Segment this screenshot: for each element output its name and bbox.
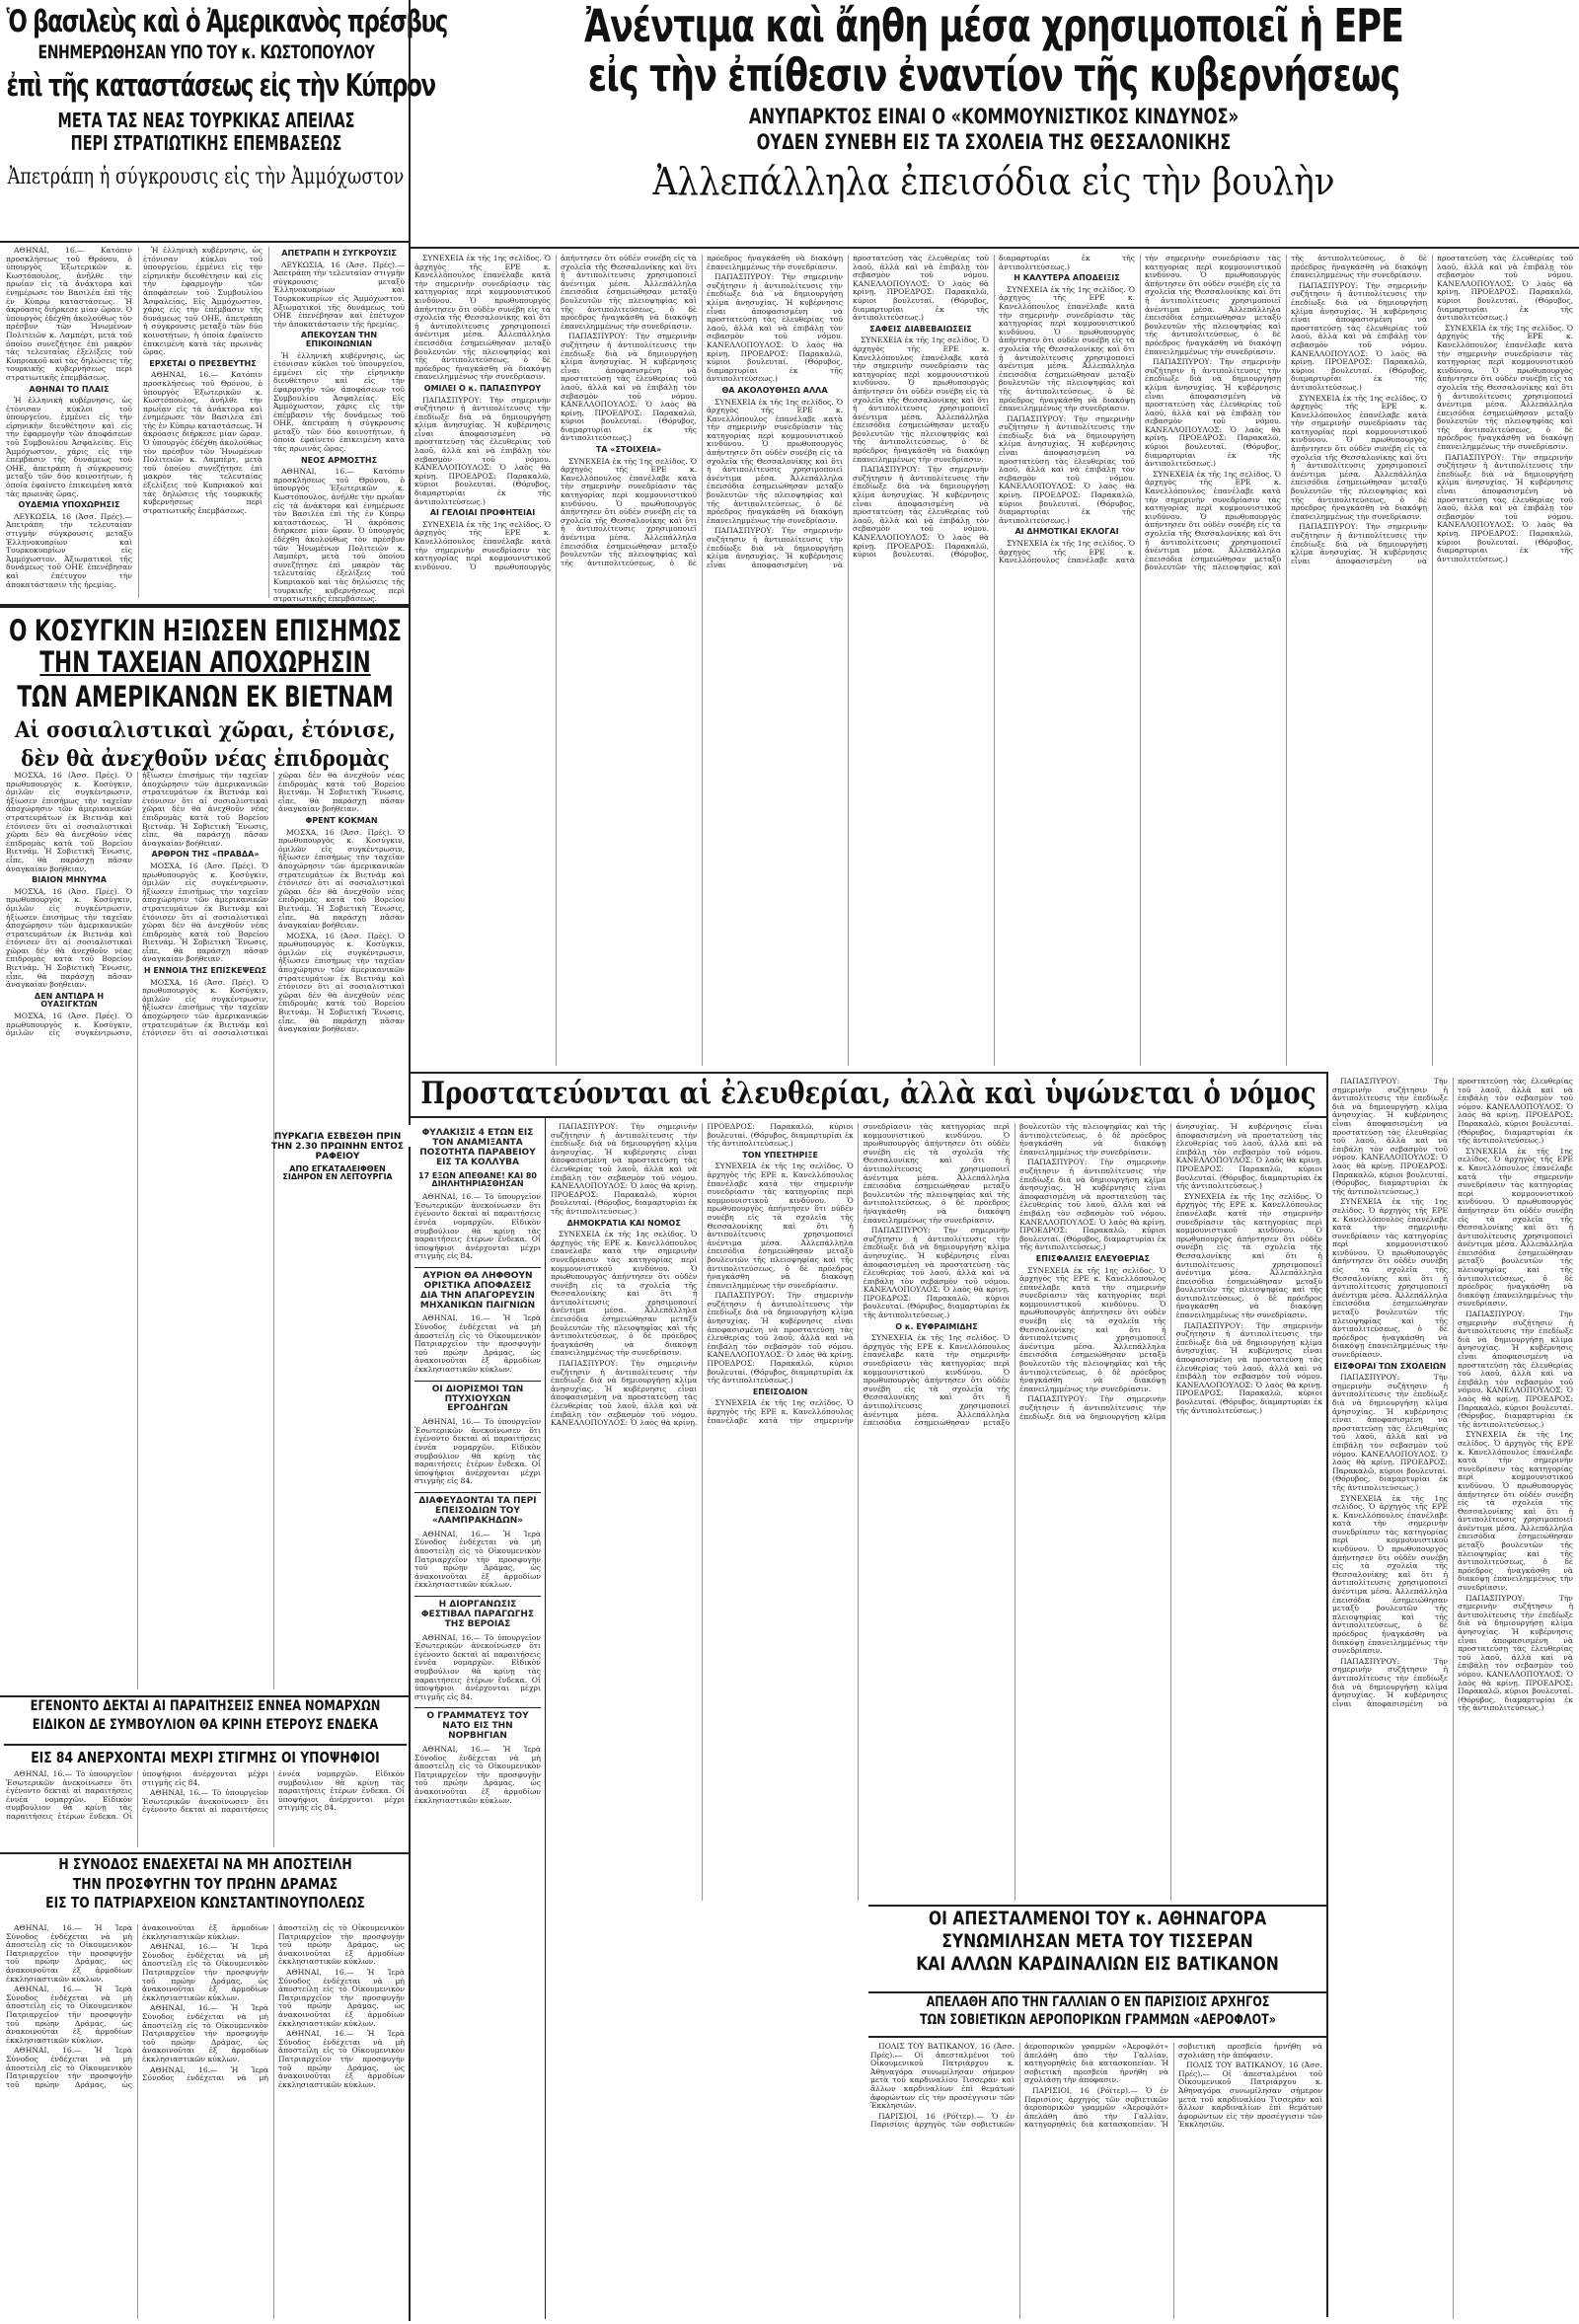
headline-americans-vietnam: ΤΩΝ ΑΜΕΡΙΚΑΝΩΝ ΕΚ ΒΙΕΤΝΑΜ: [17, 679, 394, 713]
law-para1: ΠΑΠΑΣΠΥΡΟΥ: Τὴν σημερινὴν συζήτησιν ἡ ἀντιπολίτευσις τὴν ἐπεδίωξε διὰ νὰ δημιουργήσῃ κλίμα ἀνησυχίας. Ἡ κυβέρνησις εἶναι ἀποφασισμένη νὰ προστατεύσῃ τὰς ἐλευθερίας τοῦ λαοῦ, ἀλλὰ καὶ νὰ ἐπιβάλῃ τὸν σεβασμὸν τοῦ νόμου. ΚΑΝΕΛΛΟΠΟΥΛΟΣ: Ὁ λαὸς θὰ κρίνῃ. ΠΡΟΕΔΡΟΣ: Παρακαλῶ, κύριοι βουλευταί. (Θόρυβος, διαμαρτυρίαι ἐκ τῆς ἀντιπολιτεύσεως.): [551, 1122, 698, 1216]
cyprus-article-para2: Ἡ ἑλληνικὴ κυβέρνησις, ὡς ἐτόνισαν κύκλοι τοῦ ὑπουργείου, ἐμμένει εἰς τὴν εἰρηνικὴν διευθέτησιν καὶ εἰς τὴν ἐφαρμογὴν τῶν ἀποφάσεων τοῦ Συμβουλίου Ἀσφαλείας. Εἰς Ἀμμόχωστον, χάρις εἰς τὴν ἐπέμβασιν τῆς δυνάμεως τοῦ ΟΗΕ, ἀπετράπη ἡ σύγκρουσις μεταξὺ τῶν δύο κοινοτήτων, ἡ ὁποία ἐφαίνετο ἐπικειμένη κατὰ τὰς πρωινὰς ὥρας.: [6, 396, 132, 498]
right-lower-column: [1332, 1078, 1573, 2319]
headline-athenagoras-envoys: ΟΙ ΑΠΕΣΤΑΛΜΕΝΟΙ ΤΟΥ κ. ΑΘΗΝΑΓΟΡΑ: [928, 1908, 1267, 1929]
synod-article: [6, 1924, 405, 2319]
right-para5: ΠΑΠΑΣΠΥΡΟΥ: Τὴν σημερινὴν συζήτησιν ἡ ἀντιπολίτευσις τὴν ἐπεδίωξε διὰ νὰ δημιουργήσῃ κλίμα ἀνησυχίας. Ἡ κυβέρνησις εἶναι ἀποφασισμένη νὰ προστατεύσῃ τὰς ἐλευθερίας τοῦ λαοῦ, ἀλλὰ καὶ νὰ ἐπιβάλῃ τὸν σεβασμὸν τοῦ νόμου. ΚΑΝΕΛΛΟΠΟΥΛΟΣ: Ὁ λαὸς θὰ κρίνῃ. ΠΡΟΕΔΡΟΣ: Παρακαλῶ, κύριοι βουλευταί. (Θόρυβος, διαμαρτυρίαι ἐκ τῆς ἀντιπολιτεύσεως.): [1332, 1077, 1573, 1708]
parliament-para13: ΣΥΝΕΧΕΙΑ ἐκ τῆς 1ης σελίδος. Ὁ ἀρχηγὸς τῆς ΕΡΕ κ. Κανελλόπουλος ἐπανέλαβε κατὰ τὴν σημερινὴν συνεδρίασιν τὰς κατηγορίας περὶ κομμουνιστικοῦ κινδύνου. Ὁ πρωθυπουργὸς ἀπήντησεν ὅτι οὐδὲν συνέβη εἰς τὰ σχολεῖα τῆς Θεσσαλονίκης καὶ ὅτι ἡ ἀντιπολίτευσις χρησιμοποιεῖ ἀνέντιμα μέσα. Ἀλλεπάλληλα ἐπεισόδια ἐσημειώθησαν μεταξὺ βουλευτῶν τῆς πλειοψηφίας καὶ τῆς ἀντιπολιτεύσεως, ὁ δὲ πρόεδρος ἠναγκάσθη νὰ διακόψῃ ἐπανειλημμένως τὴν συνεδρίασιν.: [999, 254, 1281, 565]
subhead-communication: ΑΠΕΚΟΥΣΑΝ ΤΗΝ ΕΠΙΚΟΙΝΩΝΙΑΝ: [300, 331, 378, 348]
law-para7: ΠΑΠΑΣΠΥΡΟΥ: Τὴν σημερινὴν συζήτησιν ἡ ἀντιπολίτευσις τὴν ἐπεδίωξε διὰ νὰ δημιουργήσῃ κλίμα ἀνησυχίας. Ἡ κυβέρνησις εἶναι ἀποφασισμένη νὰ προστατεύσῃ τὰς ἐλευθερίας τοῦ λαοῦ, ἀλλὰ καὶ νὰ ἐπιβάλῃ τὸν σεβασμὸν τοῦ νόμου. ΚΑΝΕΛΛΟΠΟΥΛΟΣ: Ὁ λαὸς θὰ κρίνῃ. ΠΡΟΕΔΡΟΣ: Παρακαλῶ, κύριοι βουλευταί. (Θόρυβος, διαμαρτυρίαι ἐκ τῆς ἀντιπολιτεύσεως.): [863, 1226, 1011, 1320]
parliament-para17: ΣΥΝΕΧΕΙΑ ἐκ τῆς 1ης σελίδος. Ὁ ἀρχηγὸς τῆς ΕΡΕ κ. Κανελλόπουλος ἐπανέλαβε κατὰ τὴν σημερινὴν συνεδρίασιν τὰς κατηγορίας περὶ κομμουνιστικοῦ κινδύνου. Ὁ πρωθυπουργὸς ἀπήντησεν ὅτι οὐδὲν συνέβη εἰς τὰ σχολεῖα τῆς Θεσσαλονίκης καὶ ὅτι ἡ ἀντιπολίτευσις χρησιμοποιεῖ ἀνέντιμα μέσα. Ἀλλεπάλληλα ἐπεισόδια ἐσημειώθησαν μεταξὺ βουλευτῶν τῆς πλειοψηφίας καὶ τῆς ἀντιπολιτεύσεως, ὁ δὲ πρόεδρος ἠναγκάσθη νὰ διακόψῃ ἐπανειλημμένως τὴν συνεδρίασιν.: [1291, 393, 1427, 521]
synod-headline-block: [4, 1856, 407, 1915]
rule-above-aeroflot: [868, 1991, 1326, 1993]
law-para3: ΠΑΠΑΣΠΥΡΟΥ: Τὴν σημερινὴν συζήτησιν ἡ ἀντιπολίτευσις τὴν ἐπεδίωξε διὰ νὰ δημιουργήσῃ κλίμα ἀνησυχίας. Ἡ κυβέρνησις εἶναι ἀποφασισμένη νὰ προστατεύσῃ τὰς ἐλευθερίας τοῦ λαοῦ, ἀλλὰ καὶ νὰ ἐπιβάλῃ τὸν σεβασμὸν τοῦ νόμου. ΚΑΝΕΛΛΟΠΟΥΛΟΣ: Ὁ λαὸς θὰ κρίνῃ. ΠΡΟΕΔΡΟΣ: Παρακαλῶ, κύριοι βουλευταί. (Θόρυβος, διαμαρτυρίαι ἐκ τῆς ἀντιπολιτεύσεως.): [551, 1122, 854, 1428]
headline-aeroflot-expelled: ΑΠΕΛΑΘΗ ΑΠΟ ΤΗΝ ΓΑΛΛΙΑΝ Ο ΕΝ ΠΑΡΙΣΙΟΙΣ ΑΡΧΗΓΟΣ: [926, 1994, 1270, 2010]
nato-para: ΑΘΗΝΑΙ, 16.— Ἡ Ἱερὰ Σύνοδος ἐνδέχεται νὰ μὴ ἀποστείλῃ εἰς τὸ Οἰκουμενικὸν Πατριαρχεῖον τὴν προσφυγὴν τοῦ πρώην Δράμας, ὡς ἀνακοινοῦται ἐξ ἁρμοδίων ἐκκλησιαστικῶν κύκλων.: [414, 1744, 541, 1805]
headline-famagusta: Ἀπετράπη ἡ σύγκρουσις εἰς τὴν Ἀμμόχωστον: [7, 165, 405, 190]
parliament-para16: ΠΑΠΑΣΠΥΡΟΥ: Τὴν σημερινὴν συζήτησιν ἡ ἀντιπολίτευσις τὴν ἐπεδίωξε διὰ νὰ δημιουργήσῃ κλίμα ἀνησυχίας. Ἡ κυβέρνησις εἶναι ἀποφασισμένη νὰ προστατεύσῃ τὰς ἐλευθερίας τοῦ λαοῦ, ἀλλὰ καὶ νὰ ἐπιβάλῃ τὸν σεβασμὸν τοῦ νόμου. ΚΑΝΕΛΛΟΠΟΥΛΟΣ: Ὁ λαὸς θὰ κρίνῃ. ΠΡΟΕΔΡΟΣ: Παρακαλῶ, κύριοι βουλευταί. (Θόρυβος, διαμαρτυρίαι ἐκ τῆς ἀντιπολιτεύσεως.): [1291, 280, 1427, 392]
parliament-para19: ΣΥΝΕΧΕΙΑ ἐκ τῆς 1ης σελίδος. Ὁ ἀρχηγὸς τῆς ΕΡΕ κ. Κανελλόπουλος ἐπανέλαβε κατὰ τὴν σημερινὴν συνεδρίασιν τὰς κατηγορίας περὶ κομμουνιστικοῦ κινδύνου. Ὁ πρωθυπουργὸς ἀπήντησεν ὅτι οὐδὲν συνέβη εἰς τὰ σχολεῖα τῆς Θεσσαλονίκης καὶ ὅτι ἡ ἀντιπολίτευσις χρησιμοποιεῖ ἀνέντιμα μέσα. Ἀλλεπάλληλα ἐπεισόδια ἐσημειώθησαν μεταξὺ βουλευτῶν τῆς πλειοψηφίας καὶ τῆς ἀντιπολιτεύσεως, ὁ δὲ πρόεδρος ἠναγκάσθη νὰ διακόψῃ ἐπανειλημμένως τὴν συνεδρίασιν.: [1437, 323, 1573, 452]
nomarchs-headline-block: [4, 1698, 407, 1766]
parliament-para7: ΣΥΝΕΧΕΙΑ ἐκ τῆς 1ης σελίδος. Ὁ ἀρχηγὸς τῆς ΕΡΕ κ. Κανελλόπουλος ἐπανέλαβε κατὰ τὴν σημερινὴν συνεδρίασιν τὰς κατηγορίας περὶ κομμουνιστικοῦ κινδύνου. Ὁ πρωθυπουργὸς ἀπήντησεν ὅτι οὐδὲν συνέβη εἰς τὰ σχολεῖα τῆς Θεσσαλονίκης καὶ ὅτι ἡ ἀντιπολίτευσις χρησιμοποιεῖ ἀνέντιμα μέσα. Ἀλλεπάλληλα ἐπεισόδια ἐσημειώθησαν μεταξὺ βουλευτῶν τῆς πλειοψηφίας καὶ τῆς ἀντιπολιτεύσεως, ὁ δὲ πρόεδρος ἠναγκάσθη νὰ διακόψῃ ἐπανειλημμένως τὴν συνεδρίασιν.: [707, 397, 843, 525]
kosygin-article: [6, 772, 405, 1689]
aeroflot-para1: ΠΑΡΙΣΙΟΙ, 16 (Ρόϊτερ).— Ὁ ἐν Παρισίοις ἀρχηγὸς τῶν σοβιετικῶν ἀεροπορικῶν γραμμῶν «Ἀεροφλότ» ἀπελάθη ἀπὸ τὴν Γαλλίαν, κατηγορηθεὶς διὰ κατασκοπείαν. Ἡ σοβιετικὴ πρεσβεία ἠρνήθη νὰ σχολιάσῃ τὴν ἀπόφασιν.: [870, 2042, 1168, 2130]
cyprus-article-para7: Ἡ ἑλληνικὴ κυβέρνησις, ὡς ἐτόνισαν κύκλοι τοῦ ὑπουργείου, ἐμμένει εἰς τὴν εἰρηνικὴν διευθέτησιν καὶ εἰς τὴν ἐφαρμογὴν τῶν ἀποφάσεων τοῦ Συμβουλίου Ἀσφαλείας. Εἰς Ἀμμόχωστον, χάρις εἰς τὴν ἐπέμβασιν τῆς δυνάμεως τοῦ ΟΗΕ, ἀπετράπη ἡ σύγκρουσις μεταξὺ τῶν δύο κοινοτήτων, ἡ ὁποία ἐφαίνετο ἐπικειμένη κατὰ τὰς πρωινὰς ὥρας.: [273, 350, 405, 454]
headline-attack-government: εἰς τὴν ἐπίθεσιν ἐναντίον τῆς κυβερνήσεως: [587, 48, 1400, 103]
headline-king-ambassador: Ὁ βασιλεὺς καὶ ὁ Ἀμερικανὸς πρέσβυς: [6, 4, 448, 39]
right-para1: ΠΑΠΑΣΠΥΡΟΥ: Τὴν σημερινὴν συζήτησιν ἡ ἀντιπολίτευσις τὴν ἐπεδίωξε διὰ νὰ δημιουργήσῃ κλίμα ἀνησυχίας. Ἡ κυβέρνησις εἶναι ἀποφασισμένη νὰ προστατεύσῃ τὰς ἐλευθερίας τοῦ λαοῦ, ἀλλὰ καὶ νὰ ἐπιβάλῃ τὸν σεβασμὸν τοῦ νόμου. ΚΑΝΕΛΛΟΠΟΥΛΟΣ: Ὁ λαὸς θὰ κρίνῃ. ΠΡΟΕΔΡΟΣ: Παρακαλῶ, κύριοι βουλευταί. (Θόρυβος, διαμαρτυρίαι ἐκ τῆς ἀντιπολιτεύσεως.): [1332, 1077, 1448, 1196]
headline-ere-methods: Ἀνέντιμα καὶ ἄηθη μέσα χρησιμοποιεῖ ἡ ΕΡΕ: [584, 0, 1403, 52]
law-article: [551, 1123, 1322, 1901]
cyprus-article-col3: [268, 247, 405, 604]
kosygin-para6: ΜΟΣΧΑ, 16 (Ἀσσ. Πρές). Ὁ πρωθυπουργὸς κ. Κοσύγκιν, ὁμιλῶν εἰς συγκέντρωσιν, ἠξίωσεν ἐπισήμως τὴν ταχεῖαν ἀποχώρησιν τῶν ἀμερικανικῶν στρατευμάτων ἐκ Βιετνάμ καὶ ἐτόνισεν ὅτι αἱ σοσιαλιστικαὶ χῶραι δὲν θὰ ἀνεχθοῦν νέας ἐπιδρομὰς κατὰ τοῦ Βορείου Βιετνάμ. Ἡ Σοβιετικὴ Ἕνωσις, εἶπε, θὰ παράσχῃ πᾶσαν ἀναγκαίαν βοήθειαν.: [278, 827, 405, 931]
headline-prison-sub: 17 ΕΞΩΝ ΑΠΕΘΑΝΕ! ΚΑΙ 80 ΔΙΗΛΗΤΗΡΙΑΣΘΗΣΑΝ: [418, 1170, 537, 1189]
rule-under-left-heads: [0, 241, 409, 243]
prison-para: ΑΘΗΝΑΙ, 16.— Τὸ ὑπουργεῖον Ἐσωτερικῶν ἀνεκοίνωσεν ὅτι ἐγένοντο δεκταὶ αἱ παραιτήσεις ἐννέα νομαρχῶν. Εἰδικὸν συμβούλιον θὰ κρίνῃ τὰς παραιτήσεις ἑτέρων ἕνδεκα. Οἱ ὑποψήφιοι ἀνέρχονται μέχρι στιγμῆς εἰς 84.: [414, 1192, 541, 1261]
headline-special-council: ΕΙΔΙΚΟΝ ΔΕ ΣΥΜΒΟΥΛΙΟΝ ΘΑ ΚΡΙΝΗ ΕΤΕΡΟΥΣ ΕΝΔΕΚΑ: [32, 1717, 379, 1734]
synod-para2: ΑΘΗΝΑΙ, 16.— Ἡ Ἱερὰ Σύνοδος ἐνδέχεται νὰ μὴ ἀποστείλῃ εἰς τὸ Οἰκουμενικὸν Πατριαρχεῖον τὴν προσφυγὴν τοῦ πρώην Δράμας, ὡς ἀνακοινοῦται ἐξ ἁρμοδίων ἐκκλησιαστικῶν κύκλων.: [6, 1985, 132, 2045]
subhead-fred-cockman: ΦΡΕΝΤ ΚΟΚΜΑΝ: [305, 815, 378, 825]
synod-para8: ΑΘΗΝΑΙ, 16.— Ἡ Ἱερὰ Σύνοδος ἐνδέχεται νὰ μὴ ἀποστείλῃ εἰς τὸ Οἰκουμενικὸν Πατριαρχεῖον τὴν προσφυγὴν τοῦ πρώην Δράμας, ὡς ἀνακοινοῦται ἐξ ἁρμοδίων ἐκκλησιαστικῶν κύκλων.: [278, 2029, 405, 2089]
cyprus-article-para8: ΑΘΗΝΑΙ, 16.— Κατόπιν προσκλήσεως τοῦ Θρόνου, ὁ ὑπουργὸς Ἐξωτερικῶν κ. Κωστόπουλος, ἀνῆλθε τὴν πρωΐαν εἰς τὰ ἀνάκτορα καὶ ἐνημέρωσε τὸν Βασιλέα ἐπὶ τῆς ἐν Κύπρῳ καταστάσεως. Ἡ ἀκρόασις διήρκεσε μίαν ὥραν. Ὁ ὑπουργὸς ἐδέχθη ἀκολούθως τὸν πρέσβυν τῶν Ἡνωμένων Πολιτειῶν κ. Λαμπέρτ, μετὰ τοῦ ὁποίου συνεζήτησε ἐπὶ μακρὸν τὰς τελευταίας ἐξελίξεις τοῦ Κυπριακοῦ καὶ τὰς δηλώσεις τῆς τουρκικῆς κυβερνήσεως περὶ στρατιωτικῆς ἐπεμβάσεως.: [273, 467, 405, 604]
law-para6: ΣΥΝΕΧΕΙΑ ἐκ τῆς 1ης σελίδος. Ὁ ἀρχηγὸς τῆς ΕΡΕ κ. Κανελλόπουλος ἐπανέλαβε κατὰ τὴν σημερινὴν συνεδρίασιν τὰς κατηγορίας περὶ κομμουνιστικοῦ κινδύνου. Ὁ πρωθυπουργὸς ἀπήντησεν ὅτι οὐδὲν συνέβη εἰς τὰ σχολεῖα τῆς Θεσσαλονίκης καὶ ὅτι ἡ ἀντιπολίτευσις χρησιμοποιεῖ ἀνέντιμα μέσα. Ἀλλεπάλληλα ἐπεισόδια ἐσημειώθησαν μεταξὺ βουλευτῶν τῆς πλειοψηφίας καὶ τῆς ἀντιπολιτεύσεως, ὁ δὲ πρόεδρος ἠναγκάσθη νὰ διακόψῃ ἐπανειλημμένως τὴν συνεδρίασιν.: [707, 1122, 1011, 1425]
subhead-efraimidis: Ο κ. ΕΥΦΡΑΙΜΙΔΗΣ: [895, 1321, 978, 1331]
kosygin-para3: ΜΟΣΧΑ, 16 (Ἀσσ. Πρές). Ὁ πρωθυπουργὸς κ. Κοσύγκιν, ὁμιλῶν εἰς συγκέντρωσιν, ἠξίωσεν ἐπισήμως τὴν ταχεῖαν ἀποχώρησιν τῶν ἀμερικανικῶν στρατευμάτων ἐκ Βιετνάμ καὶ ἐτόνισεν ὅτι αἱ σοσιαλιστικαὶ χῶραι δὲν θὰ ἀνεχθοῦν νέας ἐπιδρομὰς κατὰ τοῦ Βορείου Βιετνάμ. Ἡ Σοβιετικὴ Ἕνωσις, εἶπε, θὰ παράσχῃ πᾶσαν ἀναγκαίαν βοήθειαν.: [6, 771, 268, 1038]
subhead-papaspyrou: ΟΜΙΛΕΙ Ο κ. ΠΑΠΑΣΠΥΡΟΥ: [423, 383, 542, 393]
right-para9: ΠΑΠΑΣΠΥΡΟΥ: Τὴν σημερινὴν συζήτησιν ἡ ἀντιπολίτευσις τὴν ἐπεδίωξε διὰ νὰ δημιουργήσῃ κλίμα ἀνησυχίας. Ἡ κυβέρνησις εἶναι ἀποφασισμένη νὰ προστατεύσῃ τὰς ἐλευθερίας τοῦ λαοῦ, ἀλλὰ καὶ νὰ ἐπιβάλῃ τὸν σεβασμὸν τοῦ νόμου. ΚΑΝΕΛΛΟΠΟΥΛΟΣ: Ὁ λαὸς θὰ κρίνῃ. ΠΡΟΕΔΡΟΣ: Παρακαλῶ, κύριοι βουλευταί. (Θόρυβος, διαμαρτυρίαι ἐκ τῆς ἀντιπολιτεύσεως.): [1458, 1593, 1573, 1713]
law-para8: ΣΥΝΕΧΕΙΑ ἐκ τῆς 1ης σελίδος. Ὁ ἀρχηγὸς τῆς ΕΡΕ κ. Κανελλόπουλος ἐπανέλαβε κατὰ τὴν σημερινὴν συνεδρίασιν τὰς κατηγορίας περὶ κομμουνιστικοῦ κινδύνου. Ὁ πρωθυπουργὸς ἀπήντησεν ὅτι οὐδὲν συνέβη εἰς τὰ σχολεῖα τῆς Θεσσαλονίκης καὶ ὅτι ἡ ἀντιπολίτευσις χρησιμοποιεῖ ἀνέντιμα μέσα. Ἀλλεπάλληλα ἐπεισόδια ἐσημειώθησαν μεταξὺ βουλευτῶν τῆς πλειοψηφίας καὶ τῆς ἀντιπολιτεύσεως, ὁ δὲ πρόεδρος ἠναγκάσθη νὰ διακόψῃ ἐπανειλημμένως τὴν συνεδρίασιν.: [863, 1122, 1166, 1428]
law-headline-block: [413, 1076, 1324, 1115]
rule-above-athenagoras: [868, 1905, 1326, 1907]
games-para: ΑΘΗΝΑΙ, 16.— Ἡ Ἱερὰ Σύνοδος ἐνδέχεται νὰ μὴ ἀποστείλῃ εἰς τὸ Οἰκουμενικὸν Πατριαρχεῖον τὴν προσφυγὴν τοῦ πρώην Δράμας, ὡς ἀνακοινοῦται ἐξ ἁρμοδίων ἐκκλησιαστικῶν κύκλων.: [414, 1313, 541, 1375]
parliament-para3: ΣΥΝΕΧΕΙΑ ἐκ τῆς 1ης σελίδος. Ὁ ἀρχηγὸς τῆς ΕΡΕ κ. Κανελλόπουλος ἐπανέλαβε κατὰ τὴν σημερινὴν συνεδρίασιν τὰς κατηγορίας περὶ κομμουνιστικοῦ κινδύνου. Ὁ πρωθυπουργὸς ἀπήντησεν ὅτι οὐδὲν συνέβη εἰς τὰ σχολεῖα τῆς Θεσσαλονίκης καὶ ὅτι ἡ ἀντιπολίτευσις χρησιμοποιεῖ ἀνέντιμα μέσα. Ἀλλεπάλληλα ἐπεισόδια ἐσημειώθησαν μεταξὺ βουλευτῶν τῆς πλειοψηφίας καὶ τῆς ἀντιπολιτεύσεως, ὁ δὲ πρόεδρος ἠναγκάσθη νὰ διακόψῃ ἐπανειλημμένως τὴν συνεδρίασιν.: [414, 254, 697, 571]
synod-para5: ΑΘΗΝΑΙ, 16.— Ἡ Ἱερὰ Σύνοδος ἐνδέχεται νὰ μὴ ἀποστείλῃ εἰς τὸ Οἰκουμενικὸν Πατριαρχεῖον τὴν προσφυγὴν τοῦ πρώην Δράμας, ὡς ἀνακοινοῦται ἐξ ἁρμοδίων ἐκκλησιαστικῶν κύκλων.: [142, 2003, 268, 2063]
rule-above-kosygin: [0, 604, 409, 608]
headline-84-candidates: ΕΙΣ 84 ΑΝΕΡΧΟΝΤΑΙ ΜΕΧΡΙ ΣΤΙΓΜΗΣ ΟΙ ΥΠΟΨΗΦΙΟΙ: [4, 1744, 407, 1766]
right-para8: ΣΥΝΕΧΕΙΑ ἐκ τῆς 1ης σελίδος. Ὁ ἀρχηγὸς τῆς ΕΡΕ κ. Κανελλόπουλος ἐπανέλαβε κατὰ τὴν σημερινὴν συνεδρίασιν τὰς κατηγορίας περὶ κομμουνιστικοῦ κινδύνου. Ὁ πρωθυπουργὸς ἀπήντησεν ὅτι οὐδὲν συνέβη εἰς τὰ σχολεῖα τῆς Θεσσαλονίκης καὶ ὅτι ἡ ἀντιπολίτευσις χρησιμοποιεῖ ἀνέντιμα μέσα. Ἀλλεπάλληλα ἐπεισόδια ἐσημειώθησαν μεταξὺ βουλευτῶν τῆς πλειοψηφίας καὶ τῆς ἀντιπολιτεύσεως, ὁ δὲ πρόεδρος ἠναγκάσθη νὰ διακόψῃ ἐπανειλημμένως τὴν συνεδρίασιν.: [1458, 1430, 1573, 1593]
subhead-clear-assurances: ΣΑΦΕΙΣ ΔΙΑΒΕΒΑΙΩΣΕΙΣ: [869, 324, 972, 334]
law-para9: ΠΑΠΑΣΠΥΡΟΥ: Τὴν σημερινὴν συζήτησιν ἡ ἀντιπολίτευσις τὴν ἐπεδίωξε διὰ νὰ δημιουργήσῃ κλίμα ἀνησυχίας. Ἡ κυβέρνησις εἶναι ἀποφασισμένη νὰ προστατεύσῃ τὰς ἐλευθερίας τοῦ λαοῦ, ἀλλὰ καὶ νὰ ἐπιβάλῃ τὸν σεβασμὸν τοῦ νόμου. ΚΑΝΕΛΛΟΠΟΥΛΟΣ: Ὁ λαὸς θὰ κρίνῃ. ΠΡΟΕΔΡΟΣ: Παρακαλῶ, κύριοι βουλευταί. (Θόρυβος, διαμαρτυρίαι ἐκ τῆς ἀντιπολιτεύσεως.): [1019, 1158, 1166, 1252]
subhead-new-commissioner: ΝΕΟΣ ΑΡΜΟΣΤΗΣ: [300, 455, 378, 465]
parliament-para4: ΠΑΠΑΣΠΥΡΟΥ: Τὴν σημερινὴν συζήτησιν ἡ ἀντιπολίτευσις τὴν ἐπεδίωξε διὰ νὰ δημιουργήσῃ κλίμα ἀνησυχίας. Ἡ κυβέρνησις εἶναι ἀποφασισμένη νὰ προστατεύσῃ τὰς ἐλευθερίας τοῦ λαοῦ, ἀλλὰ καὶ νὰ ἐπιβάλῃ τὸν σεβασμὸν τοῦ νόμου. ΚΑΝΕΛΛΟΠΟΥΛΟΣ: Ὁ λαὸς θὰ κρίνῃ. ΠΡΟΕΔΡΟΣ: Παρακαλῶ, κύριοι βουλευταί. (Θόρυβος, διαμαρτυρίαι ἐκ τῆς ἀντιπολιτεύσεως.): [561, 332, 697, 443]
law-para4: ΣΥΝΕΧΕΙΑ ἐκ τῆς 1ης σελίδος. Ὁ ἀρχηγὸς τῆς ΕΡΕ κ. Κανελλόπουλος ἐπανέλαβε κατὰ τὴν σημερινὴν συνεδρίασιν τὰς κατηγορίας περὶ κομμουνιστικοῦ κινδύνου. Ὁ πρωθυπουργὸς ἀπήντησεν ὅτι οὐδὲν συνέβη εἰς τὰ σχολεῖα τῆς Θεσσαλονίκης καὶ ὅτι ἡ ἀντιπολίτευσις χρησιμοποιεῖ ἀνέντιμα μέσα. Ἀλλεπάλληλα ἐπεισόδια ἐσημειώθησαν μεταξὺ βουλευτῶν τῆς πλειοψηφίας καὶ τῆς ἀντιπολιτεύσεως, ὁ δὲ πρόεδρος ἠναγκάσθη νὰ διακόψῃ ἐπανειλημμένως τὴν συνεδρίασιν.: [707, 1162, 854, 1290]
headline-military-intervention: ΠΕΡΙ ΣΤΡΑΤΙΩΤΙΚΗΣ ΕΠΕΜΒΑΣΕΩΣ: [70, 131, 342, 156]
cyprus-article-col1: [6, 247, 132, 598]
rule-above-nomarchs: [0, 1695, 409, 1697]
headline-prison-sentence: ΦΥΛΑΚΙΣΙΣ 4 ΕΤΩΝ ΕΙΣ ΤΟΝ ΑΝΑΜΙΞΑΝΤΑ ΠΟΣΟΤΗΤΑ ΠΑΡΑΒΕΙΟΥ ΕΙΣ ΤΑ ΚΟΛΛΥΒΑ: [419, 1128, 536, 1167]
fire-brief-headline: [268, 1133, 407, 1196]
lead-right-headline-block: [413, 0, 1575, 246]
festival-para: ΑΘΗΝΑΙ, 16.— Τὸ ὑπουργεῖον Ἐσωτερικῶν ἀνεκοίνωσεν ὅτι ἐγένοντο δεκταὶ αἱ παραιτήσεις ἐννέα νομαρχῶν. Εἰδικὸν συμβούλιον θὰ κρίνῃ τὰς παραιτήσεις ἑτέρων ἕνδεκα. Οἱ ὑποψήφιοι ἀνέρχονται μέχρι στιγμῆς εἰς 84.: [414, 1632, 541, 1701]
small-items-column: [414, 1125, 541, 2317]
column-rule-small-items: [545, 1117, 546, 2319]
subhead-supported: ΤΟΝ ΥΠΕΣΤΗΡΙΞΕ: [742, 1150, 818, 1160]
parliament-para18: ΠΑΠΑΣΠΥΡΟΥ: Τὴν σημερινὴν συζήτησιν ἡ ἀντιπολίτευσις τὴν ἐπεδίωξε διὰ νὰ δημιουργήσῃ κλίμα ἀνησυχίας. Ἡ κυβέρνησις εἶναι ἀποφασισμένη νὰ προστατεύσῃ τὰς ἐλευθερίας τοῦ λαοῦ, ἀλλὰ καὶ νὰ ἐπιβάλῃ τὸν σεβασμὸν τοῦ νόμου. ΚΑΝΕΛΛΟΠΟΥΛΟΣ: Ὁ λαὸς θὰ κρίνῃ. ΠΡΟΕΔΡΟΣ: Παρακαλῶ, κύριοι βουλευταί. (Θόρυβος, διαμαρτυρίαι ἐκ τῆς ἀντιπολιτεύσεως.): [1291, 254, 1573, 565]
cyprus-article-col2: [138, 247, 263, 598]
rule-under-right-heads: [409, 247, 1579, 249]
column-rule-right: [1326, 1072, 1328, 2317]
kosygin-para5: ΜΟΣΧΑ, 16 (Ἀσσ. Πρές). Ὁ πρωθυπουργὸς κ. Κοσύγκιν, ὁμιλῶν εἰς συγκέντρωσιν, ἠξίωσεν ἐπισήμως τὴν ταχεῖαν ἀποχώρησιν τῶν ἀμερικανικῶν στρατευμάτων ἐκ Βιετνάμ καὶ ἐτόνισεν ὅτι αἱ σοσιαλιστικαὶ χῶραι δὲν θὰ ἀνεχθοῦν νέας ἐπιδρομὰς κατὰ τοῦ Βορείου Βιετνάμ. Ἡ Σοβιετικὴ Ἕνωσις, εἶπε, θὰ παράσχῃ πᾶσαν ἀναγκαίαν βοήθειαν.: [142, 771, 405, 1038]
headline-socialist-countries: Αἱ σοσιαλιστικαὶ χῶραι, ἐτόνισε,: [15, 717, 396, 744]
subhead-visit-meaning: Η ΕΝΝΟΙΑ ΤΗΣ ΕΠΙΣΚΕΨΕΩΣ: [143, 966, 267, 976]
subhead-ambassador-comes: ΕΡΧΕΤΑΙ Ο ΠΡΕΣΒΕΥΤΗΣ: [149, 358, 257, 368]
parliament-para20: ΠΑΠΑΣΠΥΡΟΥ: Τὴν σημερινὴν συζήτησιν ἡ ἀντιπολίτευσις τὴν ἐπεδίωξε διὰ νὰ δημιουργήσῃ κλίμα ἀνησυχίας. Ἡ κυβέρνησις εἶναι ἀποφασισμένη νὰ προστατεύσῃ τὰς ἐλευθερίας τοῦ λαοῦ, ἀλλὰ καὶ νὰ ἐπιβάλῃ τὸν σεβασμὸν τοῦ νόμου. ΚΑΝΕΛΛΟΠΟΥΛΟΣ: Ὁ λαὸς θὰ κρίνῃ. ΠΡΟΕΔΡΟΣ: Παρακαλῶ, κύριοι βουλευταί. (Θόρυβος, διαμαρτυρίαι ἐκ τῆς ἀντιπολιτεύσεως.): [1437, 452, 1573, 563]
headline-turkish-threats: ΜΕΤΑ ΤΑΣ ΝΕΑΣ ΤΟΥΡΚΙΚΑΣ ΑΠΕΙΛΑΣ: [57, 109, 355, 133]
synod-para1: ΑΘΗΝΑΙ, 16.— Ἡ Ἱερὰ Σύνοδος ἐνδέχεται νὰ μὴ ἀποστείλῃ εἰς τὸ Οἰκουμενικὸν Πατριαρχεῖον τὴν προσφυγὴν τοῦ πρώην Δράμας, ὡς ἀνακοινοῦται ἐξ ἁρμοδίων ἐκκλησιαστικῶν κύκλων.: [6, 1923, 132, 1984]
parliament-para9: ΣΥΝΕΧΕΙΑ ἐκ τῆς 1ης σελίδος. Ὁ ἀρχηγὸς τῆς ΕΡΕ κ. Κανελλόπουλος ἐπανέλαβε κατὰ τὴν σημερινὴν συνεδρίασιν τὰς κατηγορίας περὶ κομμουνιστικοῦ κινδύνου. Ὁ πρωθυπουργὸς ἀπήντησεν ὅτι οὐδὲν συνέβη εἰς τὰ σχολεῖα τῆς Θεσσαλονίκης καὶ ὅτι ἡ ἀντιπολίτευσις χρησιμοποιεῖ ἀνέντιμα μέσα. Ἀλλεπάλληλα ἐπεισόδια ἐσημειώθησαν μεταξὺ βουλευτῶν τῆς πλειοψηφίας καὶ τῆς ἀντιπολιτεύσεως, ὁ δὲ πρόεδρος ἠναγκάσθη νὰ διακόψῃ ἐπανειλημμένως τὴν συνεδρίασιν.: [853, 336, 989, 464]
right-para6: ΣΥΝΕΧΕΙΑ ἐκ τῆς 1ης σελίδος. Ὁ ἀρχηγὸς τῆς ΕΡΕ κ. Κανελλόπουλος ἐπανέλαβε κατὰ τὴν σημερινὴν συνεδρίασιν τὰς κατηγορίας περὶ κομμουνιστικοῦ κινδύνου. Ὁ πρωθυπουργὸς ἀπήντησεν ὅτι οὐδὲν συνέβη εἰς τὰ σχολεῖα τῆς Θεσσαλονίκης καὶ ὅτι ἡ ἀντιπολίτευσις χρησιμοποιεῖ ἀνέντιμα μέσα. Ἀλλεπάλληλα ἐπεισόδια ἐσημειώθησαν μεταξὺ βουλευτῶν τῆς πλειοψηφίας καὶ τῆς ἀντιπολιτεύσεως, ὁ δὲ πρόεδρος ἠναγκάσθη νὰ διακόψῃ ἐπανειλημμένως τὴν συνεδρίασιν.: [1458, 1146, 1573, 1309]
headline-new-raids: δὲν θὰ ἀνεχθοῦν νέας ἐπιδρομὰς: [21, 746, 390, 773]
parliament-para11: ΣΥΝΕΧΕΙΑ ἐκ τῆς 1ης σελίδος. Ὁ ἀρχηγὸς τῆς ΕΡΕ κ. Κανελλόπουλος ἐπανέλαβε κατὰ τὴν σημερινὴν συνεδρίασιν τὰς κατηγορίας περὶ κομμουνιστικοῦ κινδύνου. Ὁ πρωθυπουργὸς ἀπήντησεν ὅτι οὐδὲν συνέβη εἰς τὰ σχολεῖα τῆς Θεσσαλονίκης καὶ ὅτι ἡ ἀντιπολίτευσις χρησιμοποιεῖ ἀνέντιμα μέσα. Ἀλλεπάλληλα ἐπεισόδια ἐσημειώθησαν μεταξὺ βουλευτῶν τῆς πλειοψηφίας καὶ τῆς ἀντιπολιτεύσεως, ὁ δὲ πρόεδρος ἠναγκάσθη νὰ διακόψῃ ἐπανειλημμένως τὴν συνεδρίασιν.: [999, 284, 1135, 413]
headline-quick-withdrawal: ΤΗΝ ΤΑΧΕΙΑΝ ΑΠΟΧΩΡΗΣΙΝ: [39, 645, 371, 680]
rule-below-aeroflot: [868, 2036, 1326, 2038]
vatican-para2: ΠΟΛΙΣ ΤΟΥ ΒΑΤΙΚΑΝΟΥ, 16 (Ἀσσ. Πρές).— Οἱ ἀπεσταλμένοι τοῦ Οἰκουμενικοῦ Πατριάρχου κ. Ἀθηναγόρα συνωμίλησαν σήμερον μετὰ τοῦ καρδιναλίου Τισσεράν καὶ ἄλλων καρδιναλίων ἐπὶ θεμάτων ἀφορώντων εἰς τὴν προσέγγισιν τῶν Ἐκκλησιῶν.: [1178, 2061, 1322, 2130]
kosygin-para4: ΜΟΣΧΑ, 16 (Ἀσσ. Πρές). Ὁ πρωθυπουργὸς κ. Κοσύγκιν, ὁμιλῶν εἰς συγκέντρωσιν, ἠξίωσεν ἐπισήμως τὴν ταχεῖαν ἀποχώρησιν τῶν ἀμερικανικῶν στρατευμάτων ἐκ Βιετνάμ καὶ ἐτόνισεν ὅτι αἱ σοσιαλιστικαὶ χῶραι δὲν θὰ ἀνεχθοῦν νέας ἐπιδρομὰς κατὰ τοῦ Βορείου Βιετνάμ. Ἡ Σοβιετικὴ Ἕνωσις, εἶπε, θὰ παράσχῃ πᾶσαν ἀναγκαίαν βοήθειαν.: [142, 861, 268, 964]
headline-nomarchs-resignations: ΕΓΕΝΟΝΤΟ ΔΕΚΤΑΙ ΑΙ ΠΑΡΑΙΤΗΣΕΙΣ ΕΝΝΕΑ ΝΟΜΑΡΧΩΝ: [30, 1698, 381, 1714]
headline-nato: Ο ΓΡΑΜΜΑΤΕΥΣ ΤΟΥ ΝΑΤΟ ΕΙΣ ΤΗΝ ΝΟΡΒΗΓΙΑΝ: [414, 1707, 541, 1742]
kosygin-para2: ΜΟΣΧΑ, 16 (Ἀσσ. Πρές). Ὁ πρωθυπουργὸς κ. Κοσύγκιν, ὁμιλῶν εἰς συγκέντρωσιν, ἠξίωσεν ἐπισήμως τὴν ταχεῖαν ἀποχώρησιν τῶν ἀμερικανικῶν στρατευμάτων ἐκ Βιετνάμ καὶ ἐτόνισεν ὅτι αἱ σοσιαλιστικαὶ χῶραι δὲν θὰ ἀνεχθοῦν νέας ἐπιδρομὰς κατὰ τοῦ Βορείου Βιετνάμ. Ἡ Σοβιετικὴ Ἕνωσις, εἶπε, θὰ παράσχῃ πᾶσαν ἀναγκαίαν βοήθειαν.: [6, 886, 132, 990]
parliament-para12: ΠΑΠΑΣΠΥΡΟΥ: Τὴν σημερινὴν συζήτησιν ἡ ἀντιπολίτευσις τὴν ἐπεδίωξε διὰ νὰ δημιουργήσῃ κλίμα ἀνησυχίας. Ἡ κυβέρνησις εἶναι ἀποφασισμένη νὰ προστατεύσῃ τὰς ἐλευθερίας τοῦ λαοῦ, ἀλλὰ καὶ νὰ ἐπιβάλῃ τὸν σεβασμὸν τοῦ νόμου. ΚΑΝΕΛΛΟΠΟΥΛΟΣ: Ὁ λαὸς θὰ κρίνῃ. ΠΡΟΕΔΡΟΣ: Παρακαλῶ, κύριοι βουλευταί. (Θόρυβος, διαμαρτυρίαι ἐκ τῆς ἀντιπολιτεύσεως.): [999, 413, 1135, 525]
subhead-prophecies: ΑΙ ΓΕΛΟΙΑΙ ΠΡΟΦΗΤΕΙΑΙ: [429, 508, 536, 518]
synod-para3: ΑΘΗΝΑΙ, 16.— Ἡ Ἱερὰ Σύνοδος ἐνδέχεται νὰ μὴ ἀποστείλῃ εἰς τὸ Οἰκουμενικὸν Πατριαρχεῖον τὴν προσφυγὴν τοῦ πρώην Δράμας, ὡς ἀνακοινοῦται ἐξ ἁρμοδίων ἐκκλησιαστικῶν κύκλων.: [6, 1923, 268, 2089]
law-para2: ΣΥΝΕΧΕΙΑ ἐκ τῆς 1ης σελίδος. Ὁ ἀρχηγὸς τῆς ΕΡΕ κ. Κανελλόπουλος ἐπανέλαβε κατὰ τὴν σημερινὴν συνεδρίασιν τὰς κατηγορίας περὶ κομμουνιστικοῦ κινδύνου. Ὁ πρωθυπουργὸς ἀπήντησεν ὅτι οὐδὲν συνέβη εἰς τὰ σχολεῖα τῆς Θεσσαλονίκης καὶ ὅτι ἡ ἀντιπολίτευσις χρησιμοποιεῖ ἀνέντιμα μέσα. Ἀλλεπάλληλα ἐπεισόδια ἐσημειώθησαν μεταξὺ βουλευτῶν τῆς πλειοψηφίας καὶ τῆς ἀντιπολιτεύσεως, ὁ δὲ πρόεδρος ἠναγκάσθη νὰ διακόψῃ ἐπανειλημμένως τὴν συνεδρίασιν.: [551, 1230, 698, 1358]
aeroflot-para2: ΠΑΡΙΣΙΟΙ, 16 (Ρόϊτερ).— Ὁ ἐν Παρισίοις ἀρχηγὸς τῶν σοβιετικῶν ἀεροπορικῶν γραμμῶν «Ἀεροφλότ» ἀπελάθη ἀπὸ τὴν Γαλλίαν, κατηγορηθεὶς διὰ κατασκοπείαν. Ἡ σοβιετικὴ πρεσβεία ἠρνήθη νὰ σχολιάσῃ τὴν ἀπόφασιν.: [1024, 2042, 1322, 2130]
headline-lambrakides: ΔΙΑΦΕΥΔΟΝΤΑΙ ΤΑ ΠΕΡΙ ΕΠΕΙΣΟΔΙΩΝ ΤΟΥ «ΛΑΜΠΡΑΚΗΔΩΝ»: [414, 1492, 541, 1527]
column-rule-main-lower: [409, 1147, 411, 2321]
vatican-para1: ΠΟΛΙΣ ΤΟΥ ΒΑΤΙΚΑΝΟΥ, 16 (Ἀσσ. Πρές).— Οἱ ἀπεσταλμένοι τοῦ Οἰκουμενικοῦ Πατριάρχου κ. Ἀθηναγόρα συνωμίλησαν σήμερον μετὰ τοῦ καρδιναλίου Τισσεράν καὶ ἄλλων καρδιναλίων ἐπὶ θεμάτων ἀφορώντων εἰς τὴν προσέγγισιν τῶν Ἐκκλησιῶν.: [870, 2042, 1015, 2111]
subhead-school-contributions: ΕΙΣΦΟΡΑΙ ΤΩΝ ΣΧΟΛΕΙΩΝ: [1333, 1361, 1447, 1371]
synod-para6: ΑΘΗΝΑΙ, 16.— Ἡ Ἱερὰ Σύνοδος ἐνδέχεται νὰ μὴ ἀποστείλῃ εἰς τὸ Οἰκουμενικὸν Πατριαρχεῖον τὴν προσφυγὴν τοῦ πρώην Δράμας, ὡς ἀνακοινοῦται ἐξ ἁρμοδίων ἐκκλησιαστικῶν κύκλων.: [142, 1923, 405, 2083]
subhead-follow-others: ΘΑ ΑΚΟΛΟΥΘΗΣΩ ΑΛΛΑ: [721, 385, 828, 395]
headline-workers: ΟΙ ΔΙΟΡΙΣΜΟΙ ΤΩΝ ΠΤΥΧΙΟΥΧΩΝ ΕΡΓΟΔΗΓΩΝ: [414, 1381, 541, 1415]
synod-para4: ΑΘΗΝΑΙ, 16.— Ἡ Ἱερὰ Σύνοδος ἐνδέχεται νὰ μὴ ἀποστείλῃ εἰς τὸ Οἰκουμενικὸν Πατριαρχεῖον τὴν προσφυγὴν τοῦ πρώην Δράμας, ὡς ἀνακοινοῦται ἐξ ἁρμοδίων ἐκκλησιαστικῶν κύκλων.: [142, 1942, 268, 2002]
nomarchs-article: [6, 1770, 405, 1847]
headline-aeroflot-lines: ΤΩΝ ΣΟΒΙΕΤΙΚΩΝ ΑΕΡΟΠΟΡΙΚΩΝ ΓΡΑΜΜΩΝ «ΑΕΡΟΦΛΟΤ»: [920, 2012, 1276, 2029]
headline-festival: Η ΔΙΟΡΓΑΝΩΣΙΣ ΦΕΣΤΙΒΑΛ ΠΑΡΑΓΩΓΗΣ ΤΗΣ ΒΕΡΟΙΑΣ: [414, 1596, 541, 1630]
vatican-aeroflot-article: [870, 2043, 1322, 2319]
right-para7: ΠΑΠΑΣΠΥΡΟΥ: Τὴν σημερινὴν συζήτησιν ἡ ἀντιπολίτευσις τὴν ἐπεδίωξε διὰ νὰ δημιουργήσῃ κλίμα ἀνησυχίας. Ἡ κυβέρνησις εἶναι ἀποφασισμένη νὰ προστατεύσῃ τὰς ἐλευθερίας τοῦ λαοῦ, ἀλλὰ καὶ νὰ ἐπιβάλῃ τὸν σεβασμὸν τοῦ νόμου. ΚΑΝΕΛΛΟΠΟΥΛΟΣ: Ὁ λαὸς θὰ κρίνῃ. ΠΡΟΕΔΡΟΣ: Παρακαλῶ, κύριοι βουλευταί. (Θόρυβος, διαμαρτυρίαι ἐκ τῆς ἀντιπολιτεύσεως.): [1458, 1310, 1573, 1429]
headline-communist-danger: ΑΝΥΠΑΡΚΤΟΣ ΕΙΝΑΙ Ο «ΚΟΜΜΟΥΝΙΣΤΙΚΟΣ ΚΙΝΔΥΝΟΣ»: [748, 104, 1240, 128]
cyprus-article-para4: Ἡ ἑλληνικὴ κυβέρνησις, ὡς ἐτόνισαν κύκλοι τοῦ ὑπουργείου, ἐμμένει εἰς τὴν εἰρηνικὴν διευθέτησιν καὶ εἰς τὴν ἐφαρμογὴν τῶν ἀποφάσεων τοῦ Συμβουλίου Ἀσφαλείας. Εἰς Ἀμμόχωστον, χάρις εἰς τὴν ἐπέμβασιν τῆς δυνάμεως τοῦ ΟΗΕ, ἀπετράπη ἡ σύγκρουσις μεταξὺ τῶν δύο κοινοτήτων, ἡ ὁποία ἐφαίνετο ἐπικειμένη κατὰ τὰς πρωινὰς ὥρας.: [143, 246, 263, 357]
headline-fire: ΠΥΡΚΑΓΙΑ ΕΣΒΕΣΘΗ ΠΡΙΝ ΤΗΝ 2.30 ΠΡΩΙΝΗΝ ΕΝΤΟΣ ΡΑΦΕΙΟΥ: [270, 1132, 405, 1162]
right-para2: ΣΥΝΕΧΕΙΑ ἐκ τῆς 1ης σελίδος. Ὁ ἀρχηγὸς τῆς ΕΡΕ κ. Κανελλόπουλος ἐπανέλαβε κατὰ τὴν σημερινὴν συνεδρίασιν τὰς κατηγορίας περὶ κομμουνιστικοῦ κινδύνου. Ὁ πρωθυπουργὸς ἀπήντησεν ὅτι οὐδὲν συνέβη εἰς τὰ σχολεῖα τῆς Θεσσαλονίκης καὶ ὅτι ἡ ἀντιπολίτευσις χρησιμοποιεῖ ἀνέντιμα μέσα. Ἀλλεπάλληλα ἐπεισόδια ἐσημειώθησαν μεταξὺ βουλευτῶν τῆς πλειοψηφίας καὶ τῆς ἀντιπολιτεύσεως, ὁ δὲ πρόεδρος ἠναγκάσθη νὰ διακόψῃ ἐπανειλημμένως τὴν συνεδρίασιν.: [1332, 1197, 1448, 1359]
headline-tisserant: ΣΥΝΩΜΙΛΗΣΑΝ ΜΕΤΑ ΤΟΥ ΤΙΣΣΕΡΑΝ: [941, 1929, 1253, 1952]
workers-para: ΑΘΗΝΑΙ, 16.— Τὸ ὑπουργεῖον Ἐσωτερικῶν ἀνεκοίνωσεν ὅτι ἐγένοντο δεκταὶ αἱ παραιτήσεις ἐννέα νομαρχῶν. Εἰδικὸν συμβούλιον θὰ κρίνῃ τὰς παραιτήσεις ἑτέρων ἕνδεκα. Οἱ ὑποψήφιοι ἀνέρχονται μέχρι στιγμῆς εἰς 84.: [414, 1417, 541, 1486]
kosygin-para7: ΜΟΣΧΑ, 16 (Ἀσσ. Πρές). Ὁ πρωθυπουργὸς κ. Κοσύγκιν, ὁμιλῶν εἰς συγκέντρωσιν, ἠξίωσεν ἐπισήμως τὴν ταχεῖαν ἀποχώρησιν τῶν ἀμερικανικῶν στρατευμάτων ἐκ Βιετνάμ καὶ ἐτόνισεν ὅτι αἱ σοσιαλιστικαὶ χῶραι δὲν θὰ ἀνεχθοῦν νέας ἐπιδρομὰς κατὰ τοῦ Βορείου Βιετνάμ. Ἡ Σοβιετικὴ Ἕνωσις, εἶπε, θὰ παράσχῃ πᾶσαν ἀναγκαίαν βοήθειαν.: [278, 931, 405, 1034]
subhead-municipal-elections: ΑΙ ΔΗΜΟΤΙΚΑΙ ΕΚΛΟΓΑΙ: [1015, 527, 1119, 537]
parliament-para8: ΠΑΠΑΣΠΥΡΟΥ: Τὴν σημερινὴν συζήτησιν ἡ ἀντιπολίτευσις τὴν ἐπεδίωξε διὰ νὰ δημιουργήσῃ κλίμα ἀνησυχίας. Ἡ κυβέρνησις εἶναι ἀποφασισμένη νὰ προστατεύσῃ τὰς ἐλευθερίας τοῦ λαοῦ, ἀλλὰ καὶ νὰ ἐπιβάλῃ τὸν σεβασμὸν τοῦ νόμου. ΚΑΝΕΛΛΟΠΟΥΛΟΣ: Ὁ λαὸς θὰ κρίνῃ. ΠΡΟΕΔΡΟΣ: Παρακαλῶ, κύριοι βουλευταί. (Θόρυβος, διαμαρτυρίαι ἐκ τῆς ἀντιπολιτεύσεως.): [707, 254, 989, 569]
law-para10: ΣΥΝΕΧΕΙΑ ἐκ τῆς 1ης σελίδος. Ὁ ἀρχηγὸς τῆς ΕΡΕ κ. Κανελλόπουλος ἐπανέλαβε κατὰ τὴν σημερινὴν συνεδρίασιν τὰς κατηγορίας περὶ κομμουνιστικοῦ κινδύνου. Ὁ πρωθυπουργὸς ἀπήντησεν ὅτι οὐδὲν συνέβη εἰς τὰ σχολεῖα τῆς Θεσσαλονίκης καὶ ὅτι ἡ ἀντιπολίτευσις χρησιμοποιεῖ ἀνέντιμα μέσα. Ἀλλεπάλληλα ἐπεισόδια ἐσημειώθησαν μεταξὺ βουλευτῶν τῆς πλειοψηφίας καὶ τῆς ἀντιπολιτεύσεως, ὁ δὲ πρόεδρος ἠναγκάσθη νὰ διακόψῃ ἐπανειλημμένως τὴν συνεδρίασιν.: [1019, 1265, 1166, 1393]
subhead-freedom-safety: ΕΠΙΣΦΑΛΙΣΙΣ ΕΛΕΥΘΕΡΙΑΣ: [1035, 1253, 1150, 1263]
parliament-para2: ΠΑΠΑΣΠΥΡΟΥ: Τὴν σημερινὴν συζήτησιν ἡ ἀντιπολίτευσις τὴν ἐπεδίωξε διὰ νὰ δημιουργήσῃ κλίμα ἀνησυχίας. Ἡ κυβέρνησις εἶναι ἀποφασισμένη νὰ προστατεύσῃ τὰς ἐλευθερίας τοῦ λαοῦ, ἀλλὰ καὶ νὰ ἐπιβάλῃ τὸν σεβασμὸν τοῦ νόμου. ΚΑΝΕΛΛΟΠΟΥΛΟΣ: Ὁ λαὸς θὰ κρίνῃ. ΠΡΟΕΔΡΟΣ: Παρακαλῶ, κύριοι βουλευταί. (Θόρυβος, διαμαρτυρίαι ἐκ τῆς ἀντιπολιτεύσεως.): [414, 395, 551, 506]
nomarchs-para2: ΑΘΗΝΑΙ, 16.— Τὸ ὑπουργεῖον Ἐσωτερικῶν ἀνεκοίνωσεν ὅτι ἐγένοντο δεκταὶ αἱ παραιτήσεις ἐννέα νομαρχῶν. Εἰδικὸν συμβούλιον θὰ κρίνῃ τὰς παραιτήσεις ἑτέρων ἕνδεκα. Οἱ ὑποψήφιοι ἀνέρχονται μέχρι στιγμῆς εἰς 84.: [142, 1769, 405, 1815]
headline-kosygin: Ο ΚΟΣΥΓΚΙΝ ΗΞΙΩΣΕΝ ΕΠΙΣΗΜΩΣ: [8, 614, 403, 647]
right-para4: ΣΥΝΕΧΕΙΑ ἐκ τῆς 1ης σελίδος. Ὁ ἀρχηγὸς τῆς ΕΡΕ κ. Κανελλόπουλος ἐπανέλαβε κατὰ τὴν σημερινὴν συνεδρίασιν τὰς κατηγορίας περὶ κομμουνιστικοῦ κινδύνου. Ὁ πρωθυπουργὸς ἀπήντησεν ὅτι οὐδὲν συνέβη εἰς τὰ σχολεῖα τῆς Θεσσαλονίκης καὶ ὅτι ἡ ἀντιπολίτευσις χρησιμοποιεῖ ἀνέντιμα μέσα. Ἀλλεπάλληλα ἐπεισόδια ἐσημειώθησαν μεταξὺ βουλευτῶν τῆς πλειοψηφίας καὶ τῆς ἀντιπολιτεύσεως, ὁ δὲ πρόεδρος ἠναγκάσθη νὰ διακόψῃ ἐπανειλημμένως τὴν συνεδρίασιν.: [1332, 1493, 1448, 1656]
rule-above-law: [409, 1072, 1326, 1074]
headline-drama-appeal: ΤΗΝ ΠΡΟΣΦΥΓΗΝ ΤΟΥ ΠΡΩΗΝ ΔΡΑΜΑΣ: [72, 1874, 338, 1893]
cyprus-article-para3: ΛΕΥΚΩΣΙΑ, 16 (Ἀσσ. Πρές).— Ἀπετράπη τὴν τελευταίαν στιγμὴν σύγκρουσις μεταξὺ Ἑλληνοκυπρίων καὶ Τουρκοκυπρίων εἰς Ἀμμόχωστον. Ἀξιωματικοὶ τῆς δυνάμεως τοῦ ΟΗΕ ἐπενέβησαν καὶ ἐπέτυχον τὴν ἀποκατάστασιν τῆς ἠρεμίας.: [6, 511, 132, 589]
rule-above-synod: [0, 1852, 409, 1854]
headline-cardinals-vatican: ΚΑΙ ΑΛΛΩΝ ΚΑΡΔΙΝΑΛΙΩΝ ΕΙΣ ΒΑΤΙΚΑΝΟΝ: [916, 1952, 1279, 1975]
headline-cyprus-situation: ἐπὶ τῆς καταστάσεως εἰς τὴν Κύπρον: [6, 68, 435, 105]
law-para11: ΠΑΠΑΣΠΥΡΟΥ: Τὴν σημερινὴν συζήτησιν ἡ ἀντιπολίτευσις τὴν ἐπεδίωξε διὰ νὰ δημιουργήσῃ κλίμα ἀνησυχίας. Ἡ κυβέρνησις εἶναι ἀποφασισμένη νὰ προστατεύσῃ τὰς ἐλευθερίας τοῦ λαοῦ, ἀλλὰ καὶ νὰ ἐπιβάλῃ τὸν σεβασμὸν τοῦ νόμου. ΚΑΝΕΛΛΟΠΟΥΛΟΣ: Ὁ λαὸς θὰ κρίνῃ. ΠΡΟΕΔΡΟΣ: Παρακαλῶ, κύριοι βουλευταί. (Θόρυβος, διαμαρτυρίαι ἐκ τῆς ἀντιπολιτεύσεως.): [1019, 1122, 1322, 1421]
cyprus-article-para5: ΑΘΗΝΑΙ, 16.— Κατόπιν προσκλήσεως τοῦ Θρόνου, ὁ ὑπουργὸς Ἐξωτερικῶν κ. Κωστόπουλος, ἀνῆλθε τὴν πρωΐαν εἰς τὰ ἀνάκτορα καὶ ἐνημέρωσε τὸν Βασιλέα ἐπὶ τῆς ἐν Κύπρῳ καταστάσεως. Ἡ ἀκρόασις διήρκεσε μίαν ὥραν. Ὁ ὑπουργὸς ἐδέχθη ἀκολούθως τὸν πρέσβυν τῶν Ἡνωμένων Πολιτειῶν κ. Λαμπέρτ, μετὰ τοῦ ὁποίου συνεζήτησε ἐπὶ μακρὸν τὰς τελευταίας ἐξελίξεις τοῦ Κυπριακοῦ καὶ τὰς δηλώσεις τῆς τουρκικῆς κυβερνήσεως περὶ στρατιωτικῆς ἐπεμβάσεως.: [143, 370, 263, 515]
headline-patriarchate: ΕΙΣ ΤΟ ΠΑΤΡΙΑΡΧΕΙΟΝ ΚΩΝΣΤΑΝΤΙΝΟΥΠΟΛΕΩΣ: [45, 1894, 365, 1912]
parliament-para10: ΠΑΠΑΣΠΥΡΟΥ: Τὴν σημερινὴν συζήτησιν ἡ ἀντιπολίτευσις τὴν ἐπεδίωξε διὰ νὰ δημιουργήσῃ κλίμα ἀνησυχίας. Ἡ κυβέρνησις εἶναι ἀποφασισμένη νὰ προστατεύσῃ τὰς ἐλευθερίας τοῦ λαοῦ, ἀλλὰ καὶ νὰ ἐπιβάλῃ τὸν σεβασμὸν τοῦ νόμου. ΚΑΝΕΛΛΟΠΟΥΛΟΣ: Ὁ λαὸς θὰ κρίνῃ. ΠΡΟΕΔΡΟΣ: Παρακαλῶ, κύριοι βουλευταί. (Θόρυβος, διαμαρτυρίαι ἐκ τῆς ἀντιπολιτεύσεως.): [853, 254, 1135, 560]
headline-parliament-incidents: Ἀλλεπάλληλα ἐπεισόδια εἰς τὴν βουλὴν: [652, 159, 1335, 203]
headline-thessaloniki-schools: ΟΥΔΕΝ ΣΥΝΕΒΗ ΕΙΣ ΤΑ ΣΧΟΛΕΙΑ ΤΗΣ ΘΕΣΣΑΛΟΝΙΚΗΣ: [756, 129, 1232, 154]
column-rule-main: [409, 0, 411, 1125]
parliament-para15: ΣΥΝΕΧΕΙΑ ἐκ τῆς 1ης σελίδος. Ὁ ἀρχηγὸς τῆς ΕΡΕ κ. Κανελλόπουλος ἐπανέλαβε κατὰ τὴν σημερινὴν συνεδρίασιν τὰς κατηγορίας περὶ κομμουνιστικοῦ κινδύνου. Ὁ πρωθυπουργὸς ἀπήντησεν ὅτι οὐδὲν συνέβη εἰς τὰ σχολεῖα τῆς Θεσσαλονίκης καὶ ὅτι ἡ ἀντιπολίτευσις χρησιμοποιεῖ ἀνέντιμα μέσα. Ἀλλεπάλληλα ἐπεισόδια ἐσημειώθησαν μεταξὺ βουλευτῶν τῆς πλειοψηφίας καὶ τῆς ἀντιπολιτεύσεως, ὁ δὲ πρόεδρος ἠναγκάσθη νὰ διακόψῃ ἐπανειλημμένως τὴν συνεδρίασιν.: [1145, 254, 1427, 572]
headline-games: ΑΥΡΙΟΝ ΘΑ ΛΗΦΘΟΥΝ ΟΡΙΣΤΙΚΑ ΑΠΟΦΑΣΕΙΣ ΔΙΑ ΤΗΝ ΑΠΑΓΟΡΕΥΣΙΝ ΜΗΧΑΝΙΚΩΝ ΠΑΙΓΝΙΩΝ: [414, 1267, 541, 1312]
parliament-para1: ΣΥΝΕΧΕΙΑ ἐκ τῆς 1ης σελίδος. Ὁ ἀρχηγὸς τῆς ΕΡΕ κ. Κανελλόπουλος ἐπανέλαβε κατὰ τὴν σημερινὴν συνεδρίασιν τὰς κατηγορίας περὶ κομμουνιστικοῦ κινδύνου. Ὁ πρωθυπουργὸς ἀπήντησεν ὅτι οὐδὲν συνέβη εἰς τὰ σχολεῖα τῆς Θεσσαλονίκης καὶ ὅτι ἡ ἀντιπολίτευσις χρησιμοποιεῖ ἀνέντιμα μέσα. Ἀλλεπάλληλα ἐπεισόδια ἐσημειώθησαν μεταξὺ βουλευτῶν τῆς πλειοψηφίας καὶ τῆς ἀντιπολιτεύσεως, ὁ δὲ πρόεδρος ἠναγκάσθη νὰ διακόψῃ ἐπανειλημμένως τὴν συνεδρίασιν.: [414, 254, 551, 382]
right-para3: ΠΑΠΑΣΠΥΡΟΥ: Τὴν σημερινὴν συζήτησιν ἡ ἀντιπολίτευσις τὴν ἐπεδίωξε διὰ νὰ δημιουργήσῃ κλίμα ἀνησυχίας. Ἡ κυβέρνησις εἶναι ἀποφασισμένη νὰ προστατεύσῃ τὰς ἐλευθερίας τοῦ λαοῦ, ἀλλὰ καὶ νὰ ἐπιβάλῃ τὸν σεβασμὸν τοῦ νόμου. ΚΑΝΕΛΛΟΠΟΥΛΟΣ: Ὁ λαὸς θὰ κρίνῃ. ΠΡΟΕΔΡΟΣ: Παρακαλῶ, κύριοι βουλευταί. (Θόρυβος, διαμαρτυρίαι ἐκ τῆς ἀντιπολιτεύσεως.): [1332, 1373, 1448, 1492]
subhead-no-retreat: ΟΥΔΕΜΙΑ ΥΠΟΧΩΡΗΣΙΣ: [18, 500, 120, 510]
headline-fire-sub: ΑΠΟ ΕΓΚΑΤΑΛΕΙΦΘΕΝ ΣΙΔΗΡΟΝ ΕΝ ΛΕΙΤΟΥΡΓΙΑ: [282, 1163, 393, 1182]
lambrakides-para: ΑΘΗΝΑΙ, 16.— Ἡ Ἱερὰ Σύνοδος ἐνδέχεται νὰ μὴ ἀποστείλῃ εἰς τὸ Οἰκουμενικὸν Πατριαρχεῖον τὴν προσφυγὴν τοῦ πρώην Δράμας, ὡς ἀνακοινοῦται ἐξ ἁρμοδίων ἐκκλησιαστικῶν κύκλων.: [414, 1529, 541, 1590]
aeroflot-headline-block: [870, 1995, 1324, 2035]
parliament-para14: ΠΑΠΑΣΠΥΡΟΥ: Τὴν σημερινὴν συζήτησιν ἡ ἀντιπολίτευσις τὴν ἐπεδίωξε διὰ νὰ δημιουργήσῃ κλίμα ἀνησυχίας. Ἡ κυβέρνησις εἶναι ἀποφασισμένη νὰ προστατεύσῃ τὰς ἐλευθερίας τοῦ λαοῦ, ἀλλὰ καὶ νὰ ἐπιβάλῃ τὸν σεβασμὸν τοῦ νόμου. ΚΑΝΕΛΛΟΠΟΥΛΟΣ: Ὁ λαὸς θὰ κρίνῃ. ΠΡΟΕΔΡΟΣ: Παρακαλῶ, κύριοι βουλευταί. (Θόρυβος, διαμαρτυρίαι ἐκ τῆς ἀντιπολιτεύσεως.): [1145, 357, 1281, 469]
subhead-incident: ΕΠΕΙΣΟΔΙΟΝ: [752, 1387, 808, 1396]
subhead-violent-message: ΒΙΑΙΟΝ ΜΗΝΥΜΑ: [32, 875, 107, 885]
parliament-para6: ΠΑΠΑΣΠΥΡΟΥ: Τὴν σημερινὴν συζήτησιν ἡ ἀντιπολίτευσις τὴν ἐπεδίωξε διὰ νὰ δημιουργήσῃ κλίμα ἀνησυχίας. Ἡ κυβέρνησις εἶναι ἀποφασισμένη νὰ προστατεύσῃ τὰς ἐλευθερίας τοῦ λαοῦ, ἀλλὰ καὶ νὰ ἐπιβάλῃ τὸν σεβασμὸν τοῦ νόμου. ΚΑΝΕΛΛΟΠΟΥΛΟΣ: Ὁ λαὸς θὰ κρίνῃ. ΠΡΟΕΔΡΟΣ: Παρακαλῶ, κύριοι βουλευταί. (Θόρυβος, διαμαρτυρίαι ἐκ τῆς ἀντιπολιτεύσεως.): [707, 272, 843, 384]
law-para13: ΠΑΠΑΣΠΥΡΟΥ: Τὴν σημερινὴν συζήτησιν ἡ ἀντιπολίτευσις τὴν ἐπεδίωξε διὰ νὰ δημιουργήσῃ κλίμα ἀνησυχίας. Ἡ κυβέρνησις εἶναι ἀποφασισμένη νὰ προστατεύσῃ τὰς ἐλευθερίας τοῦ λαοῦ, ἀλλὰ καὶ νὰ ἐπιβάλῃ τὸν σεβασμὸν τοῦ νόμου. ΚΑΝΕΛΛΟΠΟΥΛΟΣ: Ὁ λαὸς θὰ κρίνῃ. ΠΡΟΕΔΡΟΣ: Παρακαλῶ, κύριοι βουλευταί. (Θόρυβος, διαμαρτυρίαι ἐκ τῆς ἀντιπολιτεύσεως.): [1175, 1320, 1322, 1415]
lead-left-headline-block: [6, 4, 448, 241]
law-para12: ΣΥΝΕΧΕΙΑ ἐκ τῆς 1ης σελίδος. Ὁ ἀρχηγὸς τῆς ΕΡΕ κ. Κανελλόπουλος ἐπανέλαβε κατὰ τὴν σημερινὴν συνεδρίασιν τὰς κατηγορίας περὶ κομμουνιστικοῦ κινδύνου. Ὁ πρωθυπουργὸς ἀπήντησεν ὅτι οὐδὲν συνέβη εἰς τὰ σχολεῖα τῆς Θεσσαλονίκης καὶ ὅτι ἡ ἀντιπολίτευσις χρησιμοποιεῖ ἀνέντιμα μέσα. Ἀλλεπάλληλα ἐπεισόδια ἐσημειώθησαν μεταξὺ βουλευτῶν τῆς πλειοψηφίας καὶ τῆς ἀντιπολιτεύσεως, ὁ δὲ πρόεδρος ἠναγκάσθη νὰ διακόψῃ ἐπανειλημμένως τὴν συνεδρίασιν.: [1175, 1191, 1322, 1320]
law-para5: ΠΑΠΑΣΠΥΡΟΥ: Τὴν σημερινὴν συζήτησιν ἡ ἀντιπολίτευσις τὴν ἐπεδίωξε διὰ νὰ δημιουργήσῃ κλίμα ἀνησυχίας. Ἡ κυβέρνησις εἶναι ἀποφασισμένη νὰ προστατεύσῃ τὰς ἐλευθερίας τοῦ λαοῦ, ἀλλὰ καὶ νὰ ἐπιβάλῃ τὸν σεβασμὸν τοῦ νόμου. ΚΑΝΕΛΛΟΠΟΥΛΟΣ: Ὁ λαὸς θὰ κρίνῃ. ΠΡΟΕΔΡΟΣ: Παρακαλῶ, κύριοι βουλευταί. (Θόρυβος, διαμαρτυρίαι ἐκ τῆς ἀντιπολιτεύσεως.): [707, 1291, 854, 1386]
athenagoras-headline-block: [870, 1909, 1324, 1987]
cyprus-article-para6: ΛΕΥΚΩΣΙΑ, 16 (Ἀσσ. Πρές).— Ἀπετράπη τὴν τελευταίαν στιγμὴν σύγκρουσις μεταξὺ Ἑλληνοκυπρίων καὶ Τουρκοκυπρίων εἰς Ἀμμόχωστον. Ἀξιωματικοὶ τῆς δυνάμεως τοῦ ΟΗΕ ἐπενέβησαν καὶ ἐπέτυχον τὴν ἀποκατάστασιν τῆς ἠρεμίας.: [273, 260, 405, 329]
headline-freedoms-law: Προστατεύονται αἱ ἐλευθερίαι, ἀλλὰ καὶ ὑψώνεται ὁ νόμος: [420, 1076, 1316, 1111]
subhead-democracy-law: ΔΗΜΟΚΡΑΤΙΑ ΚΑΙ ΝΟΜΟΣ: [566, 1218, 681, 1228]
subhead-best-proof: Η ΚΑΛΥΤΕΡΑ ΑΠΟΔΕΙΞΙΣ: [1014, 273, 1120, 283]
headline-informed-by: ΕΝΗΜΕΡΩΘΗΣΑΝ ΥΠΟ ΤΟΥ κ. ΚΩΣΤΟΠΟΥΛΟΥ: [38, 40, 375, 63]
headline-synod: Η ΣΥΝΟΔΟΣ ΕΝΔΕΧΕΤΑΙ ΝΑ ΜΗ ΑΠΟΣΤΕΙΛΗ: [58, 1855, 352, 1873]
subhead-pravda: ΑΡΘΡΟΝ ΤΗΣ «ΠΡΑΒΔΑ»: [151, 850, 260, 860]
parliament-para5: ΣΥΝΕΧΕΙΑ ἐκ τῆς 1ης σελίδος. Ὁ ἀρχηγὸς τῆς ΕΡΕ κ. Κανελλόπουλος ἐπανέλαβε κατὰ τὴν σημερινὴν συνεδρίασιν τὰς κατηγορίας περὶ κομμουνιστικοῦ κινδύνου. Ὁ πρωθυπουργὸς ἀπήντησεν ὅτι οὐδὲν συνέβη εἰς τὰ σχολεῖα τῆς Θεσσαλονίκης καὶ ὅτι ἡ ἀντιπολίτευσις χρησιμοποιεῖ ἀνέντιμα μέσα. Ἀλλεπάλληλα ἐπεισόδια ἐσημειώθησαν μεταξὺ βουλευτῶν τῆς πλειοψηφίας καὶ τῆς ἀντιπολιτεύσεως, ὁ δὲ πρόεδρος ἠναγκάσθη νὰ διακόψῃ ἐπανειλημμένως τὴν συνεδρίασιν.: [561, 254, 843, 567]
parliament-article-top: [414, 255, 1573, 1066]
kosygin-headline-block: [4, 612, 407, 773]
nomarchs-para1: ΑΘΗΝΑΙ, 16.— Τὸ ὑπουργεῖον Ἐσωτερικῶν ἀνεκοίνωσεν ὅτι ἐγένοντο δεκταὶ αἱ παραιτήσεις ἐννέα νομαρχῶν. Εἰδικὸν συμβούλιον θὰ κρίνῃ τὰς παραιτήσεις ἑτέρων ἕνδεκα. Οἱ ὑποψήφιοι ἀνέρχονται μέχρι στιγμῆς εἰς 84.: [6, 1769, 268, 1821]
subhead-clash-averted: ΑΠΕΤΡΑΠΗ Η ΣΥΓΚΡΟΥΣΙΣ: [281, 249, 397, 258]
cyprus-article-para1: ΑΘΗΝΑΙ, 16.— Κατόπιν προσκλήσεως τοῦ Θρόνου, ὁ ὑπουργὸς Ἐξωτερικῶν κ. Κωστόπουλος, ἀνῆλθε τὴν πρωΐαν εἰς τὰ ἀνάκτορα καὶ ἐνημέρωσε τὸν Βασιλέα ἐπὶ τῆς ἐν Κύπρῳ καταστάσεως. Ἡ ἀκρόασις διήρκεσε μίαν ὥραν. Ὁ ὑπουργὸς ἐδέχθη ἀκολούθως τὸν πρέσβυν τῶν Ἡνωμένων Πολιτειῶν κ. Λαμπέρτ, μετὰ τοῦ ὁποίου συνεζήτησε ἐπὶ μακρὸν τὰς τελευταίας ἐξελίξεις τοῦ Κυπριακοῦ καὶ τὰς δηλώσεις τῆς τουρκικῆς κυβερνήσεως περὶ στρατιωτικῆς ἐπεμβάσεως.: [6, 246, 132, 382]
subhead-elements: ΤΑ «ΣΤΟΙΧΕΙΑ»: [595, 445, 662, 455]
kosygin-para1: ΜΟΣΧΑ, 16 (Ἀσσ. Πρές). Ὁ πρωθυπουργὸς κ. Κοσύγκιν, ὁμιλῶν εἰς συγκέντρωσιν, ἠξίωσεν ἐπισήμως τὴν ταχεῖαν ἀποχώρησιν τῶν ἀμερικανικῶν στρατευμάτων ἐκ Βιετνάμ καὶ ἐτόνισεν ὅτι αἱ σοσιαλιστικαὶ χῶραι δὲν θὰ ἀνεχθοῦν νέας ἐπιδρομὰς κατὰ τοῦ Βορείου Βιετνάμ. Ἡ Σοβιετικὴ Ἕνωσις, εἶπε, θὰ παράσχῃ πᾶσαν ἀναγκαίαν βοήθειαν.: [6, 771, 132, 873]
synod-para7: ΑΘΗΝΑΙ, 16.— Ἡ Ἱερὰ Σύνοδος ἐνδέχεται νὰ μὴ ἀποστείλῃ εἰς τὸ Οἰκουμενικὸν Πατριαρχεῖον τὴν προσφυγὴν τοῦ πρώην Δράμας, ὡς ἀνακοινοῦται ἐξ ἁρμοδίων ἐκκλησιαστικῶν κύκλων.: [278, 1967, 405, 2028]
rule-below-law: [409, 1116, 1326, 1118]
subhead-washington: ΔΕΝ ΑΝΤΙΔΡΑ Η ΟΥΑΣΙΓΚΤΩΝ: [34, 991, 105, 1010]
subhead-athens-plaza: ΑΘΗΝΑΙ ΤΟ ΠΛΑΙΣ: [29, 384, 110, 394]
